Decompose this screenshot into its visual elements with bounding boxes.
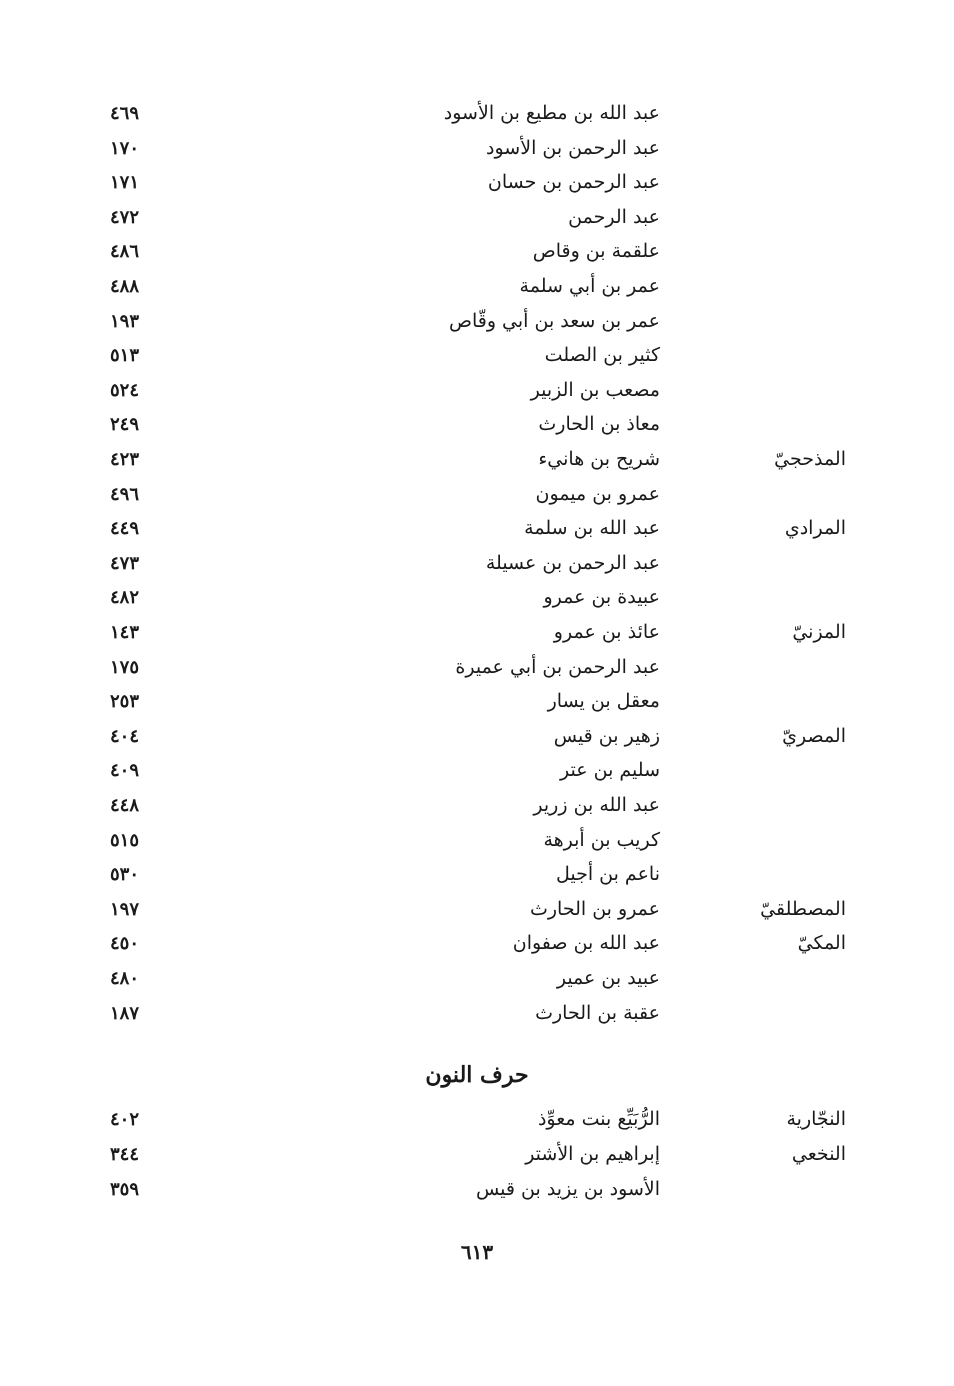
page-reference: ١٤٣ [110, 622, 140, 643]
page-reference: ٤٢٣ [110, 449, 140, 470]
person-name: عائذ بن عمرو [553, 621, 660, 643]
nisba-label: المرادي [784, 517, 846, 540]
person-name: الأسود بن يزيد بن قيس [475, 1178, 660, 1200]
nisba-label: النجّارية [786, 1108, 846, 1130]
person-name: سليم بن عتر [560, 759, 660, 782]
index-row [0, 481, 954, 515]
person-name: علقمة بن وقاص [532, 240, 660, 263]
nisba-label: المصطلقيّ [760, 897, 846, 920]
page-reference: ٤٥٠ [110, 933, 140, 955]
page-reference: ٥٢٤ [110, 379, 140, 401]
index-row [0, 827, 954, 861]
page-reference: ٥١٥ [110, 829, 140, 851]
person-name: عبد الرحمن بن الأسود [486, 136, 660, 159]
index-row [0, 169, 954, 203]
person-name: عبد الله بن صفوان [512, 932, 660, 955]
index-row [0, 965, 954, 999]
person-name: شريح بن هانيء [538, 448, 660, 470]
index-row [0, 861, 954, 895]
page-reference: ١٧٠ [110, 137, 140, 159]
person-name: عبد الرحمن بن أبي عميرة [455, 655, 660, 678]
page-reference: ٤٨٨ [110, 276, 140, 297]
index-row [0, 135, 954, 169]
index-row [0, 584, 954, 618]
nisba-label: المذحجيّ [774, 448, 846, 470]
page-reference: ٤٤٩ [110, 518, 140, 540]
page-reference: ٤٨٦ [110, 241, 140, 263]
index-row [0, 238, 954, 272]
person-name: عمر بن أبي سلمة [519, 275, 660, 297]
person-name: معقل بن يسار [547, 690, 660, 713]
person-name: عمر بن سعد بن أبي وقّاص [449, 309, 660, 332]
index-row [0, 1000, 954, 1034]
person-name: ناعم بن أجيل [555, 863, 660, 886]
page-reference: ٤٠٩ [110, 760, 140, 782]
page-reference: ٤٤٨ [110, 795, 140, 816]
page-reference: ٣٤٤ [110, 1144, 140, 1165]
person-name: مصعب بن الزبير [530, 378, 660, 401]
page-reference: ٤٨٢ [110, 587, 140, 609]
person-name: عبد الله بن سلمة [524, 517, 660, 540]
index-row [0, 688, 954, 722]
page-reference: ١٩٧ [110, 898, 140, 920]
page-reference: ٤٨٠ [110, 968, 140, 989]
index-row [0, 896, 954, 930]
person-name: عبد الرحمن بن عسيلة [485, 551, 660, 574]
index-row [0, 342, 954, 376]
index-row [0, 204, 954, 238]
person-name: معاذ بن الحارث [538, 413, 660, 436]
index-row [0, 1176, 954, 1210]
person-name: كريب بن أبرهة [543, 828, 660, 851]
page-number: ٦١٣ [460, 1240, 494, 1264]
index-row [0, 100, 954, 134]
index-row [0, 411, 954, 445]
person-name: عبيدة بن عمرو [543, 586, 660, 609]
person-name: الرُّبَيِّع بنت معوِّذ [537, 1108, 660, 1130]
index-row [0, 377, 954, 411]
page-reference: ٤٧٢ [110, 206, 140, 228]
page-reference: ١٨٧ [110, 1002, 140, 1024]
person-name: عبد الرحمن بن حسان [487, 171, 660, 194]
page-reference: ٤٠٢ [110, 1109, 140, 1130]
person-name: زهير بن قيس [553, 724, 660, 747]
index-row [0, 654, 954, 688]
index-row [0, 757, 954, 791]
page-reference: ٤٧٣ [110, 552, 140, 574]
page-reference: ٥٣٠ [110, 864, 140, 886]
index-row [0, 1141, 954, 1175]
person-name: عمرو بن ميمون [535, 482, 660, 505]
index-row [0, 308, 954, 342]
index-row [0, 446, 954, 480]
person-name: عبد الرحمن [568, 205, 660, 228]
index-row [0, 550, 954, 584]
page-reference: ١٩٣ [110, 310, 140, 332]
nisba-label: المكيّ [797, 932, 846, 955]
nisba-label: المزنيّ [792, 621, 846, 643]
person-name: عمرو بن الحارث [530, 897, 660, 920]
nisba-label: النخعي [791, 1143, 846, 1165]
page-reference: ٤٩٦ [110, 483, 140, 505]
page-reference: ٤٠٤ [110, 725, 140, 747]
page-reference: ٥١٣ [110, 345, 140, 367]
index-row [0, 273, 954, 307]
nisba-label: المصريّ [782, 724, 846, 747]
page-reference: ٢٤٩ [110, 414, 140, 436]
person-name: عبيد بن عمير [556, 967, 660, 989]
index-row [0, 619, 954, 653]
page-reference: ٤٦٩ [110, 103, 140, 124]
page-reference: ١٧١ [110, 172, 140, 194]
index-row [0, 515, 954, 549]
index-row [0, 930, 954, 964]
person-name: إبراهيم بن الأشتر [525, 1143, 660, 1165]
page-reference: ٣٥٩ [110, 1179, 140, 1200]
index-row [0, 723, 954, 757]
page-reference: ١٧٥ [110, 656, 140, 678]
index-row [0, 792, 954, 826]
person-name: كثير بن الصلت [544, 344, 660, 367]
person-name: عبد الله بن زرير [533, 794, 660, 816]
person-name: عبد الله بن مطيع بن الأسود [443, 102, 660, 124]
index-row [0, 1106, 954, 1140]
page-reference: ٢٥٣ [110, 691, 140, 713]
section-heading: حرف النون [425, 1062, 529, 1088]
person-name: عقبة بن الحارث [535, 1001, 660, 1024]
